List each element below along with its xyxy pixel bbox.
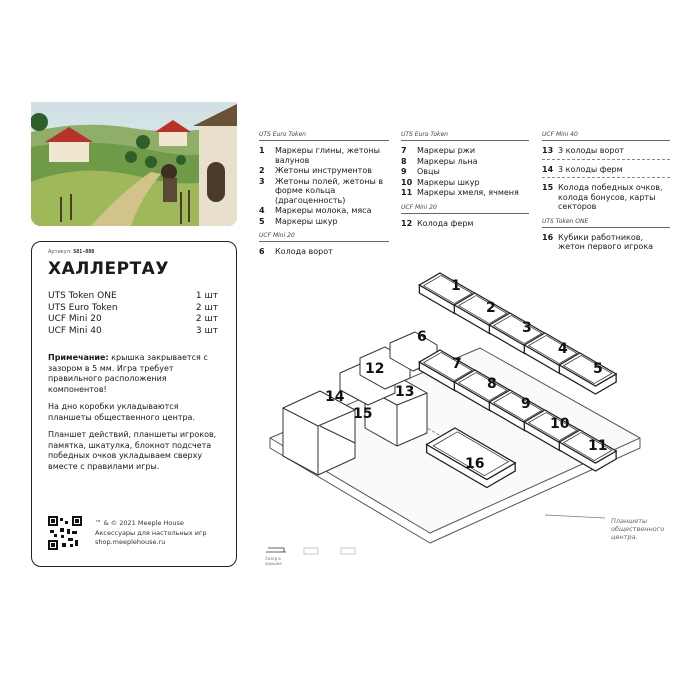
list-item: 7 Маркеры ржи	[401, 146, 476, 155]
deck-label: 15	[353, 406, 373, 422]
box-label: 11	[588, 438, 608, 454]
group-title: UTS Token ONE	[542, 218, 670, 228]
box-label: 5	[593, 361, 603, 377]
game-artwork	[31, 102, 237, 226]
list-item: 10 Маркеры шкур	[401, 177, 480, 187]
list-item: 12 Колода ферм	[401, 218, 474, 228]
list-item: 1 Маркеры глины, жетоны валунов	[259, 146, 380, 165]
contents-row: UTS Euro Token 2 шт	[48, 302, 218, 313]
legend-icon-3	[340, 546, 356, 556]
game-title: ХАЛЛЕРТАУ	[48, 259, 169, 279]
list-item: 3 Жетоны полей, жетоны в форме кольца (драгоценность)	[259, 176, 384, 205]
group-title: UTS Euro Token	[259, 131, 389, 141]
list-item: 11 Маркеры хмеля, ячменя	[401, 188, 519, 197]
note-top: Планшет действий, планшеты игроков, памятка, шкатулка, блокнот подсчета победных очков укладываем сверху вместе с правилами игры.	[48, 430, 217, 471]
contents-row: UCF Mini 20 2 шт	[48, 314, 218, 324]
group-title: UCF Mini 20	[401, 204, 529, 214]
pointer-line	[545, 515, 605, 518]
note-lid: Примечание: крышка закрывается с зазором в 5 мм. Игра требует правильного расположения компонентов!	[48, 353, 208, 394]
legend-column-3	[542, 131, 670, 253]
article-code: S81-080	[73, 249, 95, 255]
deck-label: 14	[325, 389, 345, 405]
list-item: 5 Маркеры шкур	[259, 216, 338, 226]
notes	[48, 353, 220, 479]
gap-icon	[265, 546, 287, 555]
deck-label: 12	[365, 361, 385, 377]
list-item: 4 Маркеры молока, мяса	[259, 206, 372, 215]
box-label: 1	[451, 278, 461, 294]
note-bottom: На дно коробки укладываются планшеты общественного центра.	[48, 402, 195, 422]
divider	[542, 177, 670, 178]
box-label: 8	[487, 376, 497, 392]
list-item: 9 Овцы	[401, 167, 440, 176]
contents-row: UCF Mini 40 3 шт	[48, 325, 218, 336]
box-label: 10	[550, 416, 570, 432]
contents-row: UTS Token ONE 1 шт	[48, 291, 218, 301]
list-item: 15 Колода победных очков, колода бонусов, карты секторов	[542, 183, 663, 211]
group-title: UCF Mini 40	[542, 131, 670, 141]
box-label: 3	[522, 320, 532, 336]
box-label: 2	[486, 300, 496, 316]
box-label: 7	[452, 356, 462, 372]
list-item: 6 Колода ворот	[259, 247, 333, 256]
qr-code	[48, 516, 82, 550]
footer: ™ & © 2021 Meeple House Аксессуары для настольных игр shop.meeplehouse.ru	[95, 519, 207, 546]
article-number: Артикул: S81-080	[48, 249, 95, 255]
list-item: 16 Кубики работников, жетон первого игрока	[542, 232, 654, 251]
box-label: 4	[558, 341, 568, 357]
list-item: 2 Жетоны инструментов	[259, 166, 372, 175]
divider	[542, 159, 670, 160]
list-item: 8 Маркеры льна	[401, 156, 478, 166]
deck-label: 13	[395, 384, 415, 400]
legend-icon-2	[303, 546, 319, 556]
group-title: UTS Euro Token	[401, 131, 529, 141]
box-label: 9	[521, 396, 531, 412]
contents-list	[48, 291, 218, 337]
tray-icon	[340, 546, 356, 555]
list-item: 13 3 колоды ворот	[542, 146, 624, 155]
gap-legend: Зазор в крышке	[265, 546, 291, 566]
tray-icon	[303, 546, 319, 555]
deck-label: 6	[417, 329, 427, 345]
group-title: UCF Mini 20	[259, 232, 389, 242]
list-item: 14 3 колоды ферм	[542, 164, 623, 174]
box-label: 16	[465, 456, 485, 472]
legend-column-1	[259, 131, 389, 258]
boards-note: Планшеты общественного центра.	[611, 517, 665, 541]
legend-column-2	[401, 131, 529, 229]
